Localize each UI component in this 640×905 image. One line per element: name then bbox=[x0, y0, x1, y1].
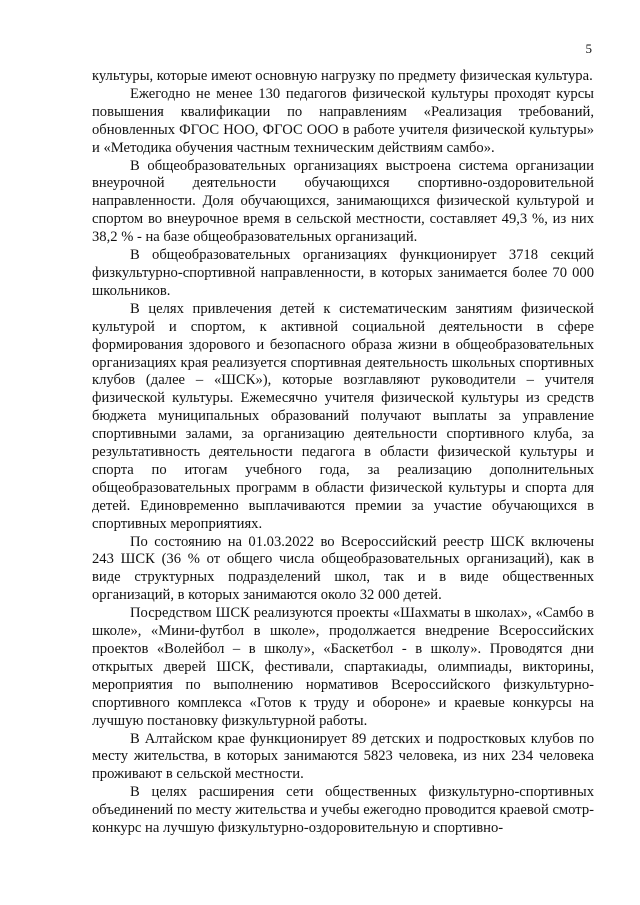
paragraph-contest: В целях расширения сети общественных физкультурно-спортивных объединений по месту жительства и учебы ежегодно проводится краевой смотр-конкурс на лучшую физкультурно-оздоровительную и спортивно- bbox=[92, 784, 594, 837]
paragraph-projects: Посредством ШСК реализуются проекты «Шахматы в школах», «Самбо в школе», «Мини-футбол в школе», продолжается внедрение Всероссийских проектов «Волейбол – в школу», «Баскетбол - в школу». Проводятся дни открытых дверей ШСК, фестивали, спартакиады, олимпиады, викторины, мероприятия по выполнению нормативов Всероссийского физкультурно-спортивного комплекса «Готов к труду и обороне» и краевые конкурсы на лучшую постановку физкультурной работы. bbox=[92, 605, 594, 729]
paragraph-extracurricular: В общеобразовательных организациях выстроена система организации внеурочной деятельности обучающихся спортивно-оздоровительной направленности. Доля обучающихся, занимающихся физической культурой и спортом во внеурочное время в сельской местности, составляет 49,3 %, из них 38,2 % - на базе общеобразовательных организаций. bbox=[92, 157, 594, 246]
body-text bbox=[92, 68, 594, 838]
paragraph-teacher-training: Ежегодно не менее 130 педагогов физической культуры проходят курсы повышения квалификации по направлениям «Реализация требований, обновленных ФГОС НОО, ФГОС ООО в работе учителя физической культуры» и «Методика обучения частным техническим действиям самбо». bbox=[92, 85, 594, 156]
page-number: 5 bbox=[585, 41, 592, 56]
paragraph-registry: По состоянию на 01.03.2022 во Всероссийский реестр ШСК включены 243 ШСК (36 % от общего числа общеобразовательных организаций), как в виде структурных подразделений школ, так и в виде общественных организаций, в которых занимаются около 32 000 детей. bbox=[92, 533, 594, 604]
paragraph-school-sports-clubs: В целях привлечения детей к систематическим занятиям физической культурой и спортом, к активной социальной деятельности в сфере формирования здорового и безопасного образа жизни в общеобразовательных организациях края реализуется спортивная деятельность школьных спортивных клубов (далее – «ШСК»), которые возглавляют руководители – учителя физической культуры. Ежемесячно учителя физической культуры из средств бюджета муниципальных образований получают выплаты за управление спортивными залами, за организацию деятельности спортивного клуба, за результативность деятельности педагога в области физической культуры и спорта по итогам учебного года, за реализацию дополнительных общеобразовательных программ в области физической культуры и спорта для детей. Единовременно выплачиваются премии за участие обучающихся в спортивных мероприятиях. bbox=[92, 300, 594, 532]
paragraph-continuation: культуры, которые имеют основную нагрузку по предмету физическая культура. bbox=[92, 68, 593, 84]
paragraph-sports-sections: В общеобразовательных организациях функционирует 3718 секций физкультурно-спортивной направленности, в которых занимается более 70 000 школьников. bbox=[92, 247, 594, 299]
paragraph-altai-clubs: В Алтайском крае функционирует 89 детских и подростковых клубов по месту жительства, в которых занимаются 5823 человека, из них 234 человека проживают в сельской местности. bbox=[92, 730, 594, 783]
